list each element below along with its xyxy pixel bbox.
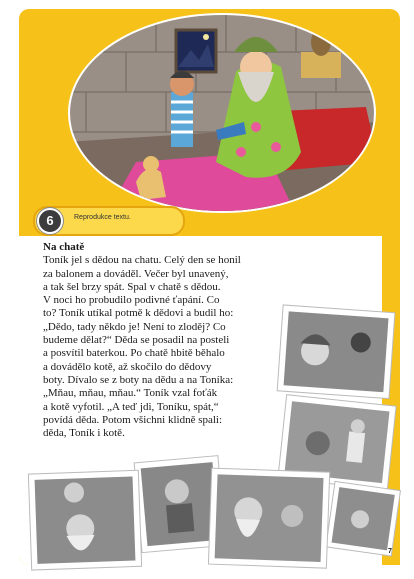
photo-grandpa-boy (208, 468, 329, 568)
story-line: děda, Toník i kotě. (43, 427, 125, 440)
story-title: Na chatě (43, 241, 85, 253)
page-number: 7 (388, 548, 392, 555)
story-line: a tak šel brzy spát. Spal v chatě s dědou. (43, 280, 221, 293)
story-line: budeme dělat?“ Děda se posadil na posteli (43, 334, 230, 347)
story-line: za balonem a dováděl. Večer byl unavený, (43, 267, 229, 280)
task-instruction: Reprodukce textu. (74, 214, 131, 221)
story-line: povídá děda. Potom všichni klidně spali: (43, 413, 223, 426)
story-line: boty. Dívalo se z boty na dědu a na Toníka: (43, 373, 234, 386)
task-number-badge: 6 (37, 208, 63, 234)
story-line: a kotě vyfotil. „A teď jdi, Toníku, spát,“ (43, 400, 219, 413)
photo-cat-floor (326, 481, 401, 556)
story-line: a dovádělo kotě, až skočilo do dědovy (43, 360, 212, 373)
story-line: to? Toník utíkal potmě k dědovi a budil ho: (43, 307, 234, 320)
story-line: „Dědo, tady někdo je! Není to zloděj? Co (43, 320, 226, 333)
story-line: V noci ho probudilo podivné ťapání. Co (43, 294, 220, 307)
photo-girl (277, 305, 395, 399)
story-line: a posvítil baterkou. Po chatě hbitě běhalo (43, 347, 225, 360)
story-line: „Mňau, mňau, mňau.“ Toník vzal foťák (43, 387, 218, 400)
story-line: Toník jel s dědou na chatu. Celý den se honil (43, 254, 241, 267)
photo-cat-grandpa (28, 470, 141, 570)
